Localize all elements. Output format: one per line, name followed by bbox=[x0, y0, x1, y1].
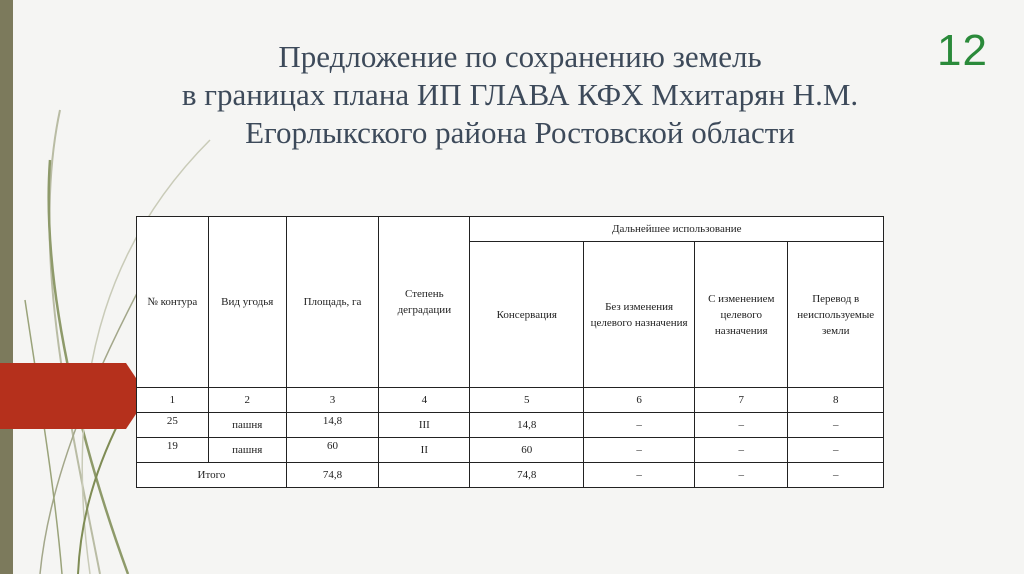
title-line-2: в границах плана ИП ГЛАВА КФХ Мхитарян Н.М. bbox=[181, 77, 859, 112]
column-number: 7 bbox=[695, 388, 788, 413]
header-contour: № контура bbox=[137, 217, 209, 388]
table-row bbox=[137, 413, 884, 438]
title-line-3: Егорлыкского района Ростовской области bbox=[245, 115, 795, 150]
grass-line bbox=[25, 300, 62, 574]
total-row bbox=[137, 463, 884, 488]
column-number: 4 bbox=[379, 388, 470, 413]
cell-degradation: II bbox=[379, 438, 470, 463]
slide-number: 12 bbox=[937, 26, 988, 75]
header-conservation: Консервация bbox=[470, 242, 584, 388]
total-with-change: – bbox=[695, 463, 788, 488]
header-transfer: Перевод в неиспользуемые земли bbox=[788, 242, 884, 388]
total-degradation bbox=[379, 463, 470, 488]
header-degradation: Степень деградации bbox=[379, 217, 470, 388]
grass-line bbox=[49, 110, 100, 574]
column-number: 6 bbox=[584, 388, 695, 413]
cell-area: 60 bbox=[286, 438, 378, 463]
cell-land-type: пашня bbox=[208, 438, 286, 463]
red-arrow-tab bbox=[0, 363, 148, 429]
cell-no-change: – bbox=[584, 438, 695, 463]
header-no-change: Без изменения целевого назначения bbox=[584, 242, 695, 388]
column-number: 5 bbox=[470, 388, 584, 413]
cell-area: 14,8 bbox=[286, 413, 378, 438]
column-number: 1 bbox=[137, 388, 209, 413]
land-preservation-table bbox=[136, 216, 884, 488]
cell-contour: 25 bbox=[137, 413, 209, 438]
cell-with-change: – bbox=[695, 438, 788, 463]
cell-conservation: 14,8 bbox=[470, 413, 584, 438]
total-label: Итого bbox=[137, 463, 287, 488]
header-further-use: Дальнейшее использование bbox=[470, 217, 884, 242]
cell-contour: 19 bbox=[137, 438, 209, 463]
cell-with-change: – bbox=[695, 413, 788, 438]
header-with-change: С изменением целевого назначения bbox=[695, 242, 788, 388]
cell-land-type: пашня bbox=[208, 413, 286, 438]
title-line-1: Предложение по сохранению земель bbox=[278, 39, 762, 74]
total-area: 74,8 bbox=[286, 463, 378, 488]
column-number: 2 bbox=[208, 388, 286, 413]
header-land-type: Вид угодья bbox=[208, 217, 286, 388]
table-row bbox=[137, 438, 884, 463]
total-transfer: – bbox=[788, 463, 884, 488]
column-number: 8 bbox=[788, 388, 884, 413]
cell-no-change: – bbox=[584, 413, 695, 438]
cell-transfer: – bbox=[788, 438, 884, 463]
cell-transfer: – bbox=[788, 413, 884, 438]
header-row-top bbox=[137, 217, 884, 242]
slide-title bbox=[140, 38, 900, 152]
header-area: Площадь, га bbox=[286, 217, 378, 388]
column-number-row bbox=[137, 388, 884, 413]
cell-degradation: III bbox=[379, 413, 470, 438]
column-number: 3 bbox=[286, 388, 378, 413]
cell-conservation: 60 bbox=[470, 438, 584, 463]
total-no-change: – bbox=[584, 463, 695, 488]
total-conservation: 74,8 bbox=[470, 463, 584, 488]
